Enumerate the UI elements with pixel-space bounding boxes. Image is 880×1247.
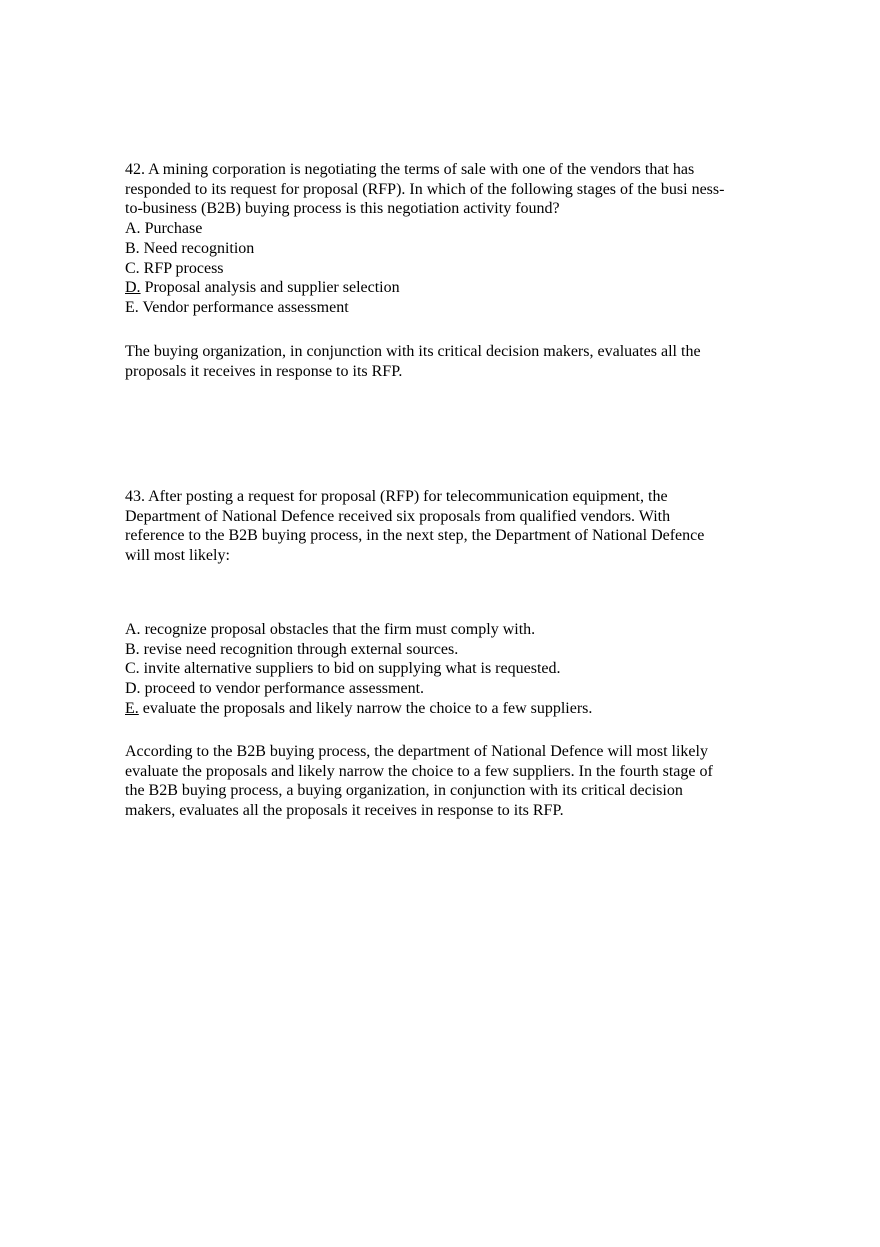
q42-option-a-letter: A.: [125, 220, 141, 238]
question-43-options: [125, 620, 785, 719]
q42-option-b: [125, 239, 785, 259]
q43-option-d: [125, 679, 785, 699]
question-42-line-3: to-business (B2B) buying process is this negotiation activity found?: [125, 200, 560, 218]
q42-option-a-text: Purchase: [140, 220, 203, 238]
question-42-line-2: responded to its request for proposal (RFP). In which of the following stages of the busi ness-: [125, 180, 725, 198]
q43-explanation-line-1: According to the B2B buying process, the department of National Defence will most likely: [125, 743, 708, 760]
q43-explanation-line-3: the B2B buying process, a buying organization, in conjunction with its critical decision: [125, 782, 683, 800]
q43-option-c-text: invite alternative suppliers to bid on supplying what is requested.: [139, 660, 561, 678]
question-42-explanation: [125, 342, 785, 381]
question-43-line-3: reference to the B2B buying process, in the next step, the Department of National Defence: [125, 527, 705, 545]
q42-option-c-letter: C.: [125, 259, 140, 277]
q43-option-d-text: proceed to vendor performance assessment.: [140, 680, 425, 698]
q43-explanation-line-4: makers, evaluates all the proposals it receives in response to its RFP.: [125, 802, 564, 820]
q42-explanation-line-2: proposals it receives in response to its RFP.: [125, 362, 403, 380]
q43-option-b: [125, 640, 785, 660]
q43-option-e-letter: E.: [125, 699, 139, 717]
q42-option-d-letter: D.: [125, 279, 141, 297]
q43-option-a: [125, 620, 785, 640]
q43-option-c-letter: C.: [125, 660, 140, 678]
q42-option-b-text: Need recognition: [139, 239, 255, 257]
q42-explanation-line-1: The buying organization, in conjunction with its critical decision makers, evaluates all the: [125, 343, 701, 360]
q42-option-b-letter: B.: [125, 239, 140, 257]
q43-option-e-answer: [125, 699, 785, 719]
q42-option-c: [125, 259, 785, 279]
q43-option-b-text: revise need recognition through external sources.: [139, 640, 459, 658]
q42-option-d-answer: [125, 278, 785, 298]
q42-option-e-letter: E.: [125, 298, 139, 316]
q43-option-e-text: evaluate the proposals and likely narrow the choice to a few suppliers.: [138, 699, 593, 717]
q43-option-a-letter: A.: [125, 621, 141, 638]
q42-option-e-text: Vendor performance assessment: [138, 298, 349, 316]
q43-option-a-text: recognize proposal obstacles that the firm must comply with.: [140, 621, 536, 638]
question-43-explanation: [125, 742, 785, 821]
q42-option-a: [125, 219, 785, 239]
q42-option-e: [125, 298, 785, 318]
q43-option-d-letter: D.: [125, 680, 141, 698]
question-42: [125, 160, 785, 318]
question-43-line-1: 43. After posting a request for proposal (RFP) for telecommunication equipment, the: [125, 488, 668, 505]
q43-explanation-line-2: evaluate the proposals and likely narrow the choice to a few suppliers. In the fourth stage of: [125, 762, 713, 780]
q42-option-c-text: RFP process: [139, 259, 224, 277]
question-43: [125, 487, 785, 566]
question-43-line-2: Department of National Defence received six proposals from qualified vendors. With: [125, 507, 671, 525]
q43-option-b-letter: B.: [125, 640, 140, 658]
q43-option-c: [125, 659, 785, 679]
q42-option-d-text: Proposal analysis and supplier selection: [140, 279, 400, 297]
question-42-line-1: 42. A mining corporation is negotiating the terms of sale with one of the vendors that has: [125, 161, 695, 178]
question-43-line-4: will most likely:: [125, 547, 230, 565]
